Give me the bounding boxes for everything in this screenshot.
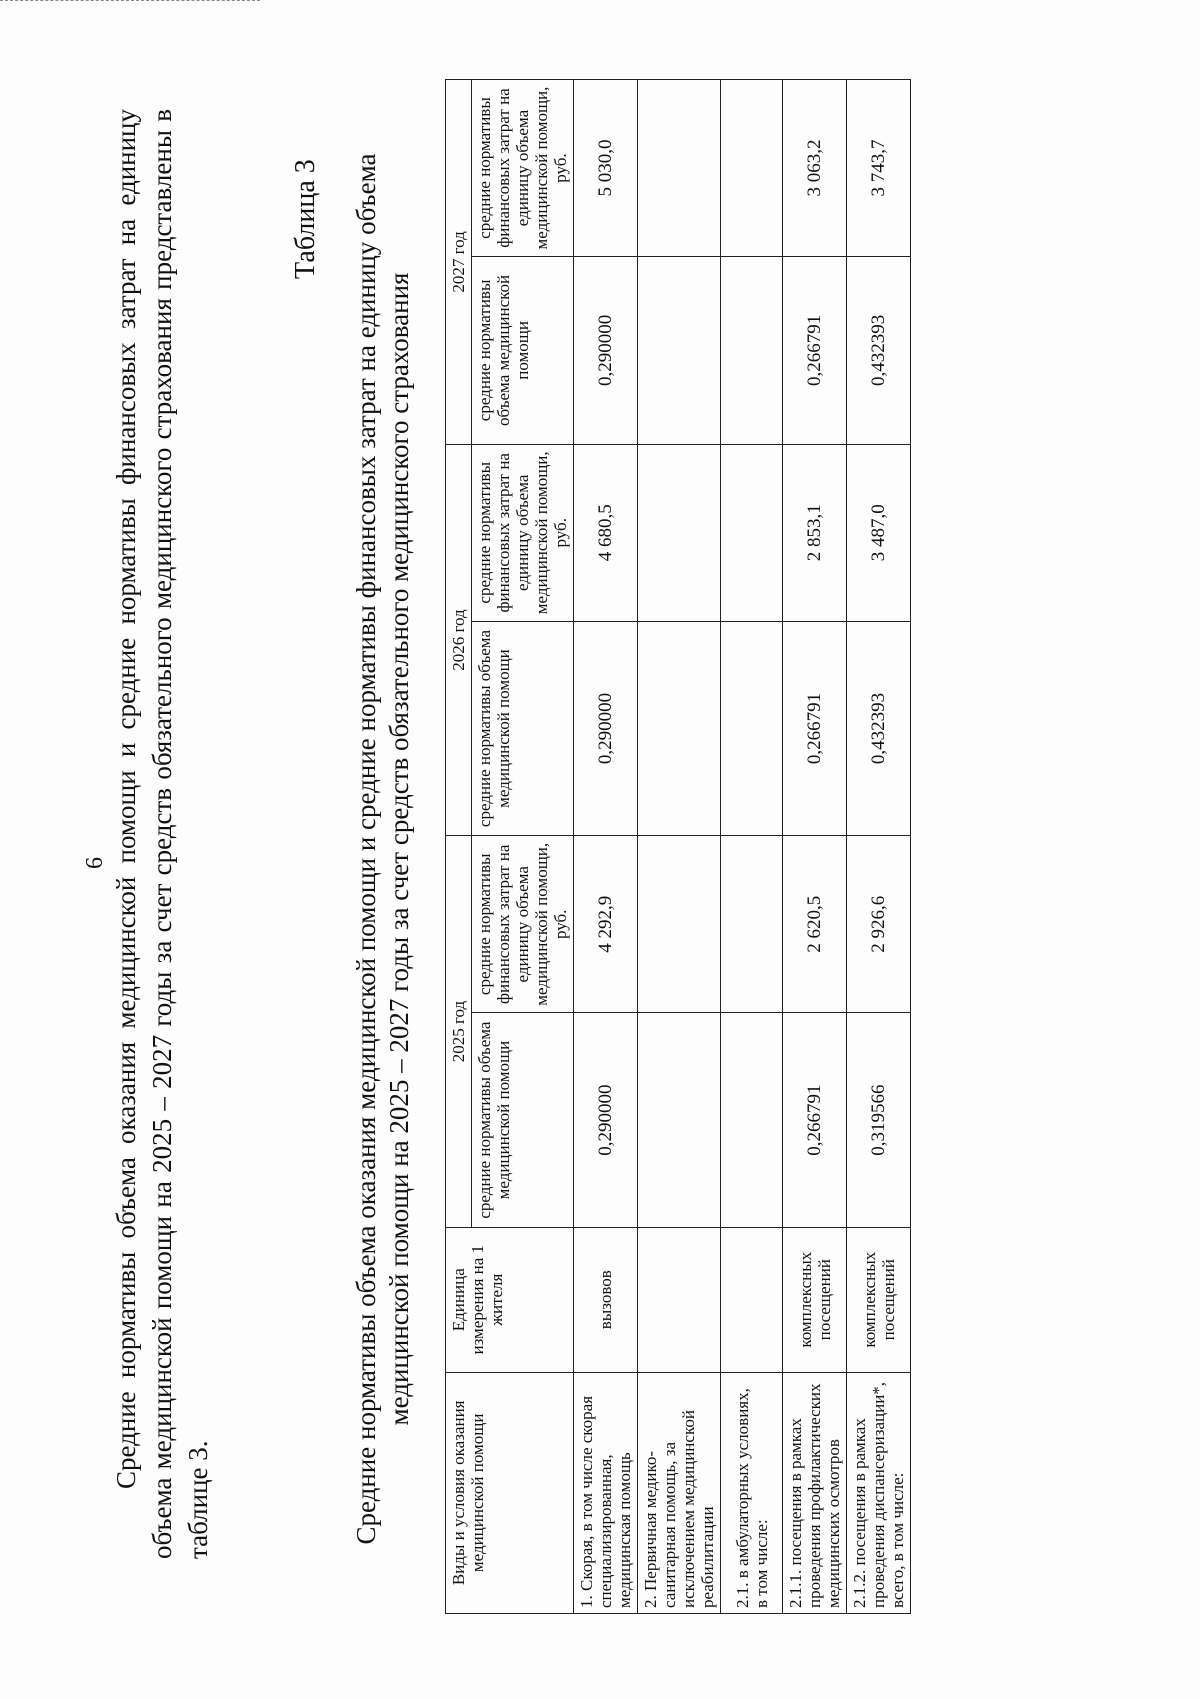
row-label: 2.1. в амбулаторных условиях, в том числе:	[721, 1372, 783, 1613]
table-row	[721, 80, 783, 1614]
cell-cost-2026	[638, 444, 721, 621]
norms-table	[445, 79, 911, 1614]
row-label: 2.1.1. посещения в рамках проведения профилактических медицинских осмотров	[783, 1372, 847, 1613]
cell-cost-2025: 2 926,6	[847, 836, 911, 1013]
header-year-2025: 2025 год	[446, 836, 472, 1228]
table-row	[847, 80, 911, 1614]
cell-vol-2026	[638, 621, 721, 836]
cell-vol-2025: 0,290000	[574, 1013, 638, 1228]
row-unit: комплексных посещений	[847, 1227, 911, 1372]
cell-vol-2027	[638, 257, 721, 445]
row-unit: вызовов	[574, 1227, 638, 1372]
cell-cost-2026: 3 487,0	[847, 444, 911, 621]
header-vol-2027: средние нормативы объема медицинской помощи	[472, 257, 574, 445]
cell-cost-2025	[721, 836, 783, 1013]
cell-cost-2026: 4 680,5	[574, 444, 638, 621]
table-title: Средние нормативы объема оказания медицинской помощи и средние нормативы финансовых затрат на единицу объема медицинской помощи на 2025 – 2027 годы за счет средств обязательного медицинского страхования	[351, 153, 414, 1545]
header-cost-2026: средние нормативы финансовых затрат на единицу объема медицинской помощи, руб.	[472, 444, 574, 621]
table-row	[783, 80, 847, 1614]
row-label: 1. Скорая, в том числе скорая специализированная, медицинская помощь	[574, 1372, 638, 1613]
cell-cost-2027	[638, 80, 721, 257]
table-row	[574, 80, 638, 1614]
row-label: 2. Первичная медико-санитарная помощь, за исключением медицинской реабилитации	[638, 1372, 721, 1613]
row-unit: комплексных посещений	[783, 1227, 847, 1372]
cell-cost-2026	[721, 444, 783, 621]
cell-vol-2025	[721, 1013, 783, 1228]
cell-vol-2026	[721, 621, 783, 836]
cell-vol-2025	[638, 1013, 721, 1228]
cell-cost-2025: 2 620,5	[783, 836, 847, 1013]
cell-vol-2027: 0,290000	[574, 257, 638, 445]
cell-cost-2025	[638, 836, 721, 1013]
header-cost-2025: средние нормативы финансовых затрат на единицу объема медицинской помощи, руб.	[472, 836, 574, 1013]
cell-cost-2025: 4 292,9	[574, 836, 638, 1013]
header-vol-2025: средние нормативы объема медицинской помощи	[472, 1013, 574, 1228]
intro-text: Средние нормативы объема оказания медицинской помощи и средние нормативы финансовых затрат на единицу объема медицинской помощи на 2025 – 2027 годы за счет средств обязательного медицинского страхования представлены в таблице 3.	[111, 109, 213, 1559]
header-unit: Единица измерения на 1 жителя	[446, 1227, 574, 1372]
cell-cost-2027	[721, 80, 783, 257]
cell-vol-2027: 0,432393	[847, 257, 911, 445]
table-row	[638, 80, 721, 1614]
cell-cost-2026: 2 853,1	[783, 444, 847, 621]
cell-vol-2025: 0,319566	[847, 1013, 911, 1228]
cell-vol-2026: 0,432393	[847, 621, 911, 836]
intro-paragraph	[108, 109, 216, 1559]
header-vol-2026: средние нормативы объема медицинской помощи	[472, 621, 574, 836]
cell-vol-2025: 0,266791	[783, 1013, 847, 1228]
page-number: 6	[82, 857, 108, 869]
row-unit	[721, 1227, 783, 1372]
header-year-2026: 2026 год	[446, 444, 472, 836]
cell-vol-2026: 0,266791	[783, 621, 847, 836]
cell-vol-2027	[721, 257, 783, 445]
cell-cost-2027: 5 030,0	[574, 80, 638, 257]
cell-cost-2027: 3 063,2	[783, 80, 847, 257]
header-row-years	[446, 80, 472, 1614]
cell-cost-2027: 3 743,7	[847, 80, 911, 257]
row-label: 2.1.2. посещения в рамках проведения диспансеризации*, всего, в том числе:	[847, 1372, 911, 1613]
header-kind: Виды и условия оказания медицинской помощи	[446, 1372, 574, 1613]
table-label: Таблица 3	[290, 159, 321, 279]
cell-vol-2027: 0,266791	[783, 257, 847, 445]
header-year-2027: 2027 год	[446, 80, 472, 445]
cell-vol-2026: 0,290000	[574, 621, 638, 836]
header-cost-2027: средние нормативы финансовых затрат на единицу объема медицинской помощи, руб.	[472, 80, 574, 257]
row-unit	[638, 1227, 721, 1372]
